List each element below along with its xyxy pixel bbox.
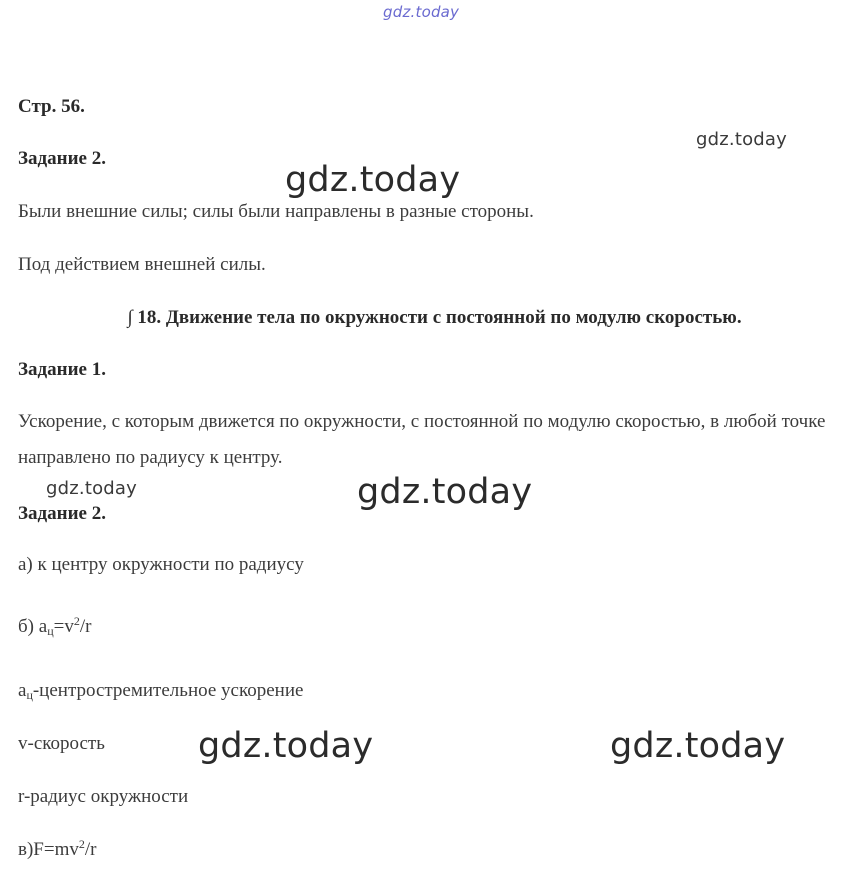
definition-acceleration: [18, 680, 303, 702]
definition-radius: r-радиус окружности: [18, 786, 189, 807]
watermark-large: gdz.today: [357, 472, 533, 512]
watermark-small-right: gdz.today: [696, 129, 788, 150]
answer-paragraph: Ускорение, с которым движется по окружности, с постоянной по модулю скоростью, в любой точке направлено по радиусу к центру.: [18, 411, 826, 468]
watermark-top: gdz.today: [383, 3, 460, 21]
formula-superscript: 2: [73, 614, 80, 628]
formula-mid: =v: [53, 616, 74, 637]
watermark-large: gdz.today: [285, 160, 461, 200]
answer-item-a: а) к центру окружности по радиусу: [18, 554, 304, 575]
answer-item-b-formula: [18, 616, 91, 638]
definition-symbol: a: [18, 680, 27, 701]
watermark-large: gdz.today: [610, 726, 786, 766]
formula-prefix: б) a: [18, 616, 48, 637]
formula-superscript: 2: [78, 837, 85, 851]
task-heading: Задание 2.: [18, 503, 106, 524]
section-title: ∫ 18. Движение тела по окружности с постоянной по модулю скоростью.: [127, 307, 742, 328]
formula-suffix: /r: [84, 839, 97, 860]
watermark-large: gdz.today: [198, 726, 374, 766]
answer-item-c-formula: [18, 839, 96, 861]
page-label: Стр. 56.: [18, 96, 85, 117]
formula-suffix: /r: [79, 616, 92, 637]
answer-line: Под действием внешней силы.: [18, 254, 266, 275]
watermark-small-left: gdz.today: [46, 478, 138, 499]
formula-subscript: ц: [47, 624, 54, 638]
task-heading: Задание 1.: [18, 359, 106, 380]
task-heading: Задание 2.: [18, 148, 106, 169]
definition-subscript: ц: [26, 688, 33, 702]
definition-text: -центростремительное ускорение: [32, 680, 304, 701]
definition-velocity: v-скорость: [18, 733, 105, 754]
formula-prefix: в)F=mv: [18, 839, 79, 860]
answer-line: Были внешние силы; силы были направлены в разные стороны.: [18, 201, 534, 222]
